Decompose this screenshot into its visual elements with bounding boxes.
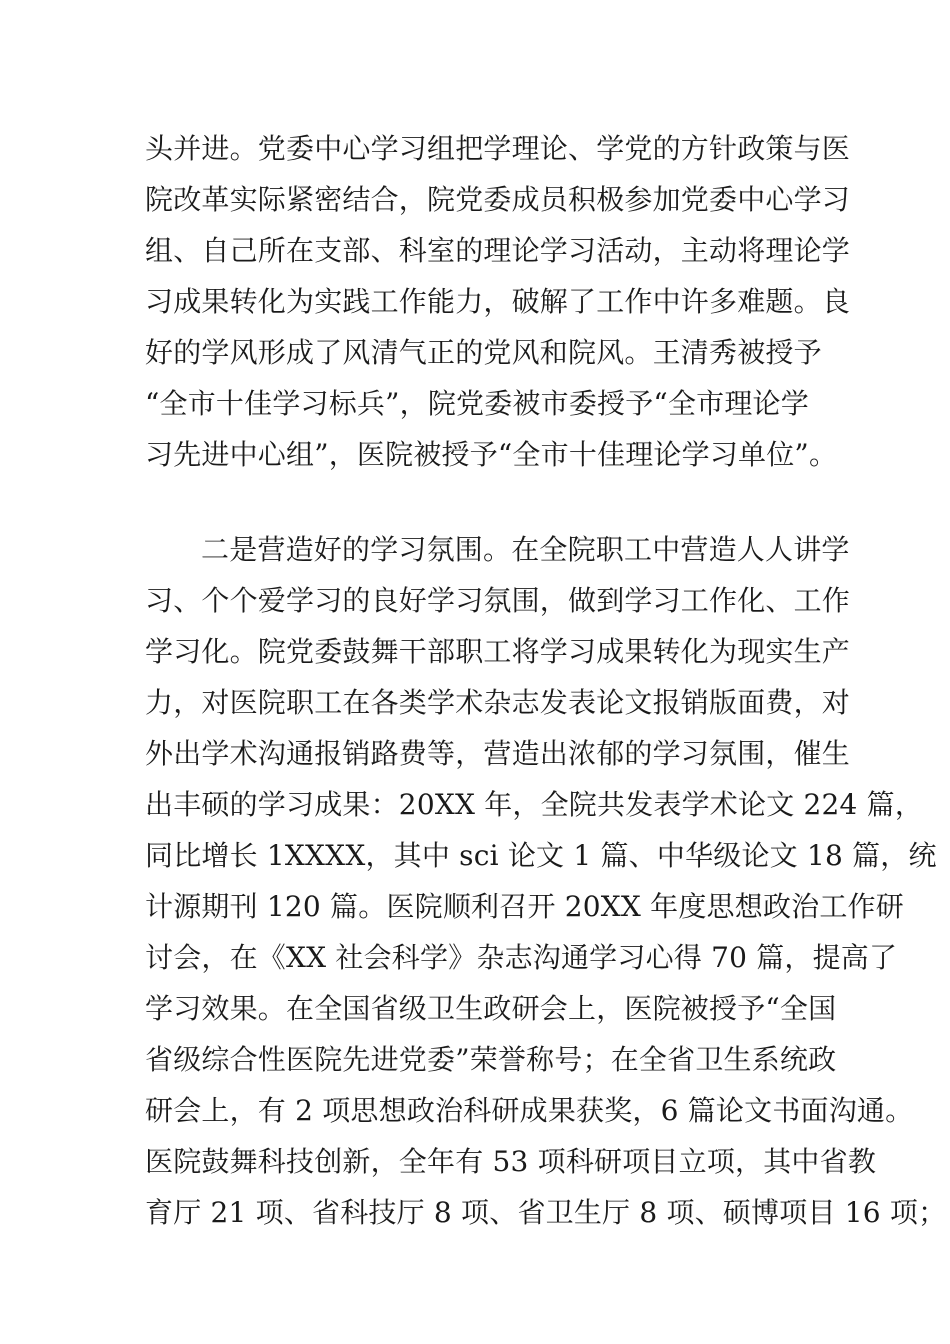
text-line: “全市十佳学习标兵”，院党委被市委授予“全市理论学 xyxy=(145,387,809,420)
text-line: 二是营造好的学习氛围。在全院职工中营造人人讲学 xyxy=(201,533,850,566)
text-line: 习、个个爱学习的良好学习氛围，做到学习工作化、工作 xyxy=(145,584,851,617)
text-line: 习先进中心组”，医院被授予“全市十佳理论学习单位”。 xyxy=(145,438,838,471)
text-line: 力，对医院职工在各类学术杂志发表论文报销版面费，对 xyxy=(145,686,851,719)
text-line: 省级综合性医院先进党委”荣誉称号；在全省卫生系统政 xyxy=(145,1043,837,1076)
text-line: 外出学术沟通报销路费等，营造出浓郁的学习氛围，催生 xyxy=(145,737,851,770)
text-line: 学习化。院党委鼓舞干部职工将学习成果转化为现实生产 xyxy=(145,635,851,668)
text-line: 好的学风形成了风清气正的党风和院风。王清秀被授予 xyxy=(145,336,822,369)
text-line: 计源期刊 120 篇。医院顺利召开 20XX 年度思想政治工作研 xyxy=(145,890,904,923)
text-line: 研会上，有 2 项思想政治科研成果获奖，6 篇论文书面沟通。 xyxy=(145,1094,914,1127)
text-line: 同比增长 1XXXX，其中 sci 论文 1 篇、中华级论文 18 篇，统 xyxy=(145,839,937,872)
text-line: 讨会，在《XX 社会科学》杂志沟通学习心得 70 篇，提高了 xyxy=(145,941,898,974)
text-line: 出丰硕的学习成果：20XX 年，全院共发表学术论文 224 篇， xyxy=(145,788,924,821)
text-line: 组、自己所在支部、科室的理论学习活动，主动将理论学 xyxy=(145,234,851,267)
text-line: 头并进。党委中心学习组把学理论、学党的方针政策与医 xyxy=(145,132,851,165)
text-line: 学习效果。在全国省级卫生政研会上，医院被授予“全国 xyxy=(145,992,837,1025)
text-line: 院改革实际紧密结合，院党委成员积极参加党委中心学习 xyxy=(145,183,851,216)
text-line: 医院鼓舞科技创新，全年有 53 项科研项目立项，其中省教 xyxy=(145,1145,877,1178)
text-line: 习成果转化为实践工作能力，破解了工作中许多难题。良 xyxy=(145,285,851,318)
text-line: 育厅 21 项、省科技厅 8 项、省卫生厅 8 项、硕博项目 16 项； xyxy=(145,1196,947,1229)
